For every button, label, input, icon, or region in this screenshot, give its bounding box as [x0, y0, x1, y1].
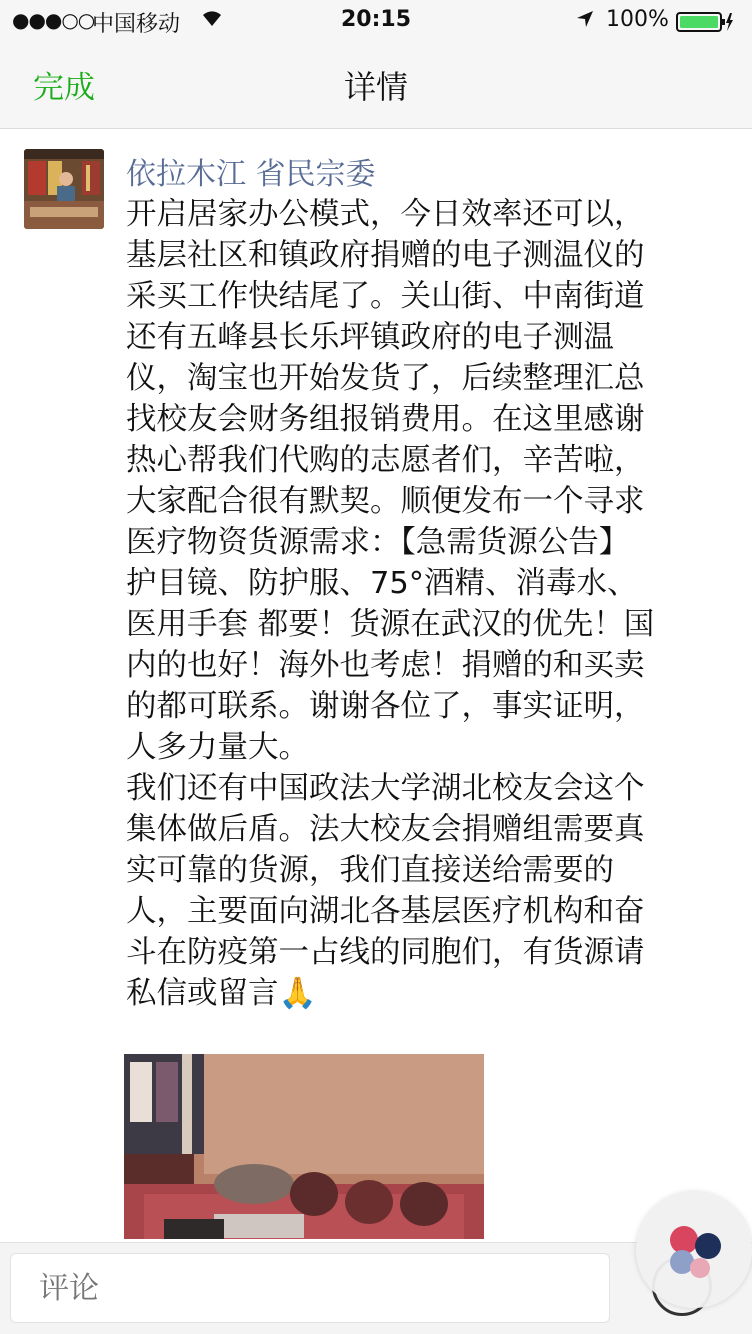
comment-input[interactable]	[10, 1253, 610, 1323]
navigation-bar	[0, 40, 752, 128]
clock: 20:15	[340, 7, 412, 32]
battery-charging-icon	[676, 11, 734, 33]
logo-icon	[636, 1192, 752, 1308]
avatar-image	[24, 149, 104, 229]
author-name[interactable]: 依拉木江 省民宗委	[126, 157, 376, 192]
post-text: 开启居家办公模式，今日效率还可以， 基层社区和镇政府捐赠的电子测温仪的 采买工作快结尾了。关山街、中南街道 还有五峰县长乐坪镇政府的电子测温 仪，淘宝也开始发货了，后续整理汇总 找校友会财务组报销费用。在这里感谢 热心帮我们代购的志愿者们，辛苦啦， 大家配合很有默契。顺便发布一个寻求 医疗物资货源需求：【急需货源公告】 护目镜、防护服、75°酒精、消毒水、 医用手套 都要！货源在武汉的优先！国 内的也好！海外也考虑！捐赠的和买卖 的都可联系。谢谢各位了，事实证明， 人多力量大。 我们还有中国政法大学湖北校友会这个 集体做后盾。法大校友会捐赠组需要真 实可靠的货源，我们直接送给需要的 人，主要面向湖北各基层医疗机构和奋 斗在防疫第一占线的同胞们，有货源请 私信或留言🙏	[126, 197, 655, 1011]
status-bar	[0, 0, 752, 40]
post-photo[interactable]	[124, 1054, 484, 1239]
room-photo-image	[124, 1054, 484, 1239]
header	[0, 0, 752, 129]
moments-post	[0, 129, 752, 1239]
avatar[interactable]	[24, 149, 104, 229]
page-title: 详情	[343, 68, 408, 106]
battery-percentage: 100%	[606, 7, 669, 32]
location-arrow-icon	[576, 10, 594, 28]
floating-logo	[636, 1192, 752, 1308]
done-button[interactable]: 完成	[33, 70, 95, 106]
signal-strength: ●●●○○	[12, 8, 95, 32]
carrier-name: 中国移动	[92, 12, 181, 37]
